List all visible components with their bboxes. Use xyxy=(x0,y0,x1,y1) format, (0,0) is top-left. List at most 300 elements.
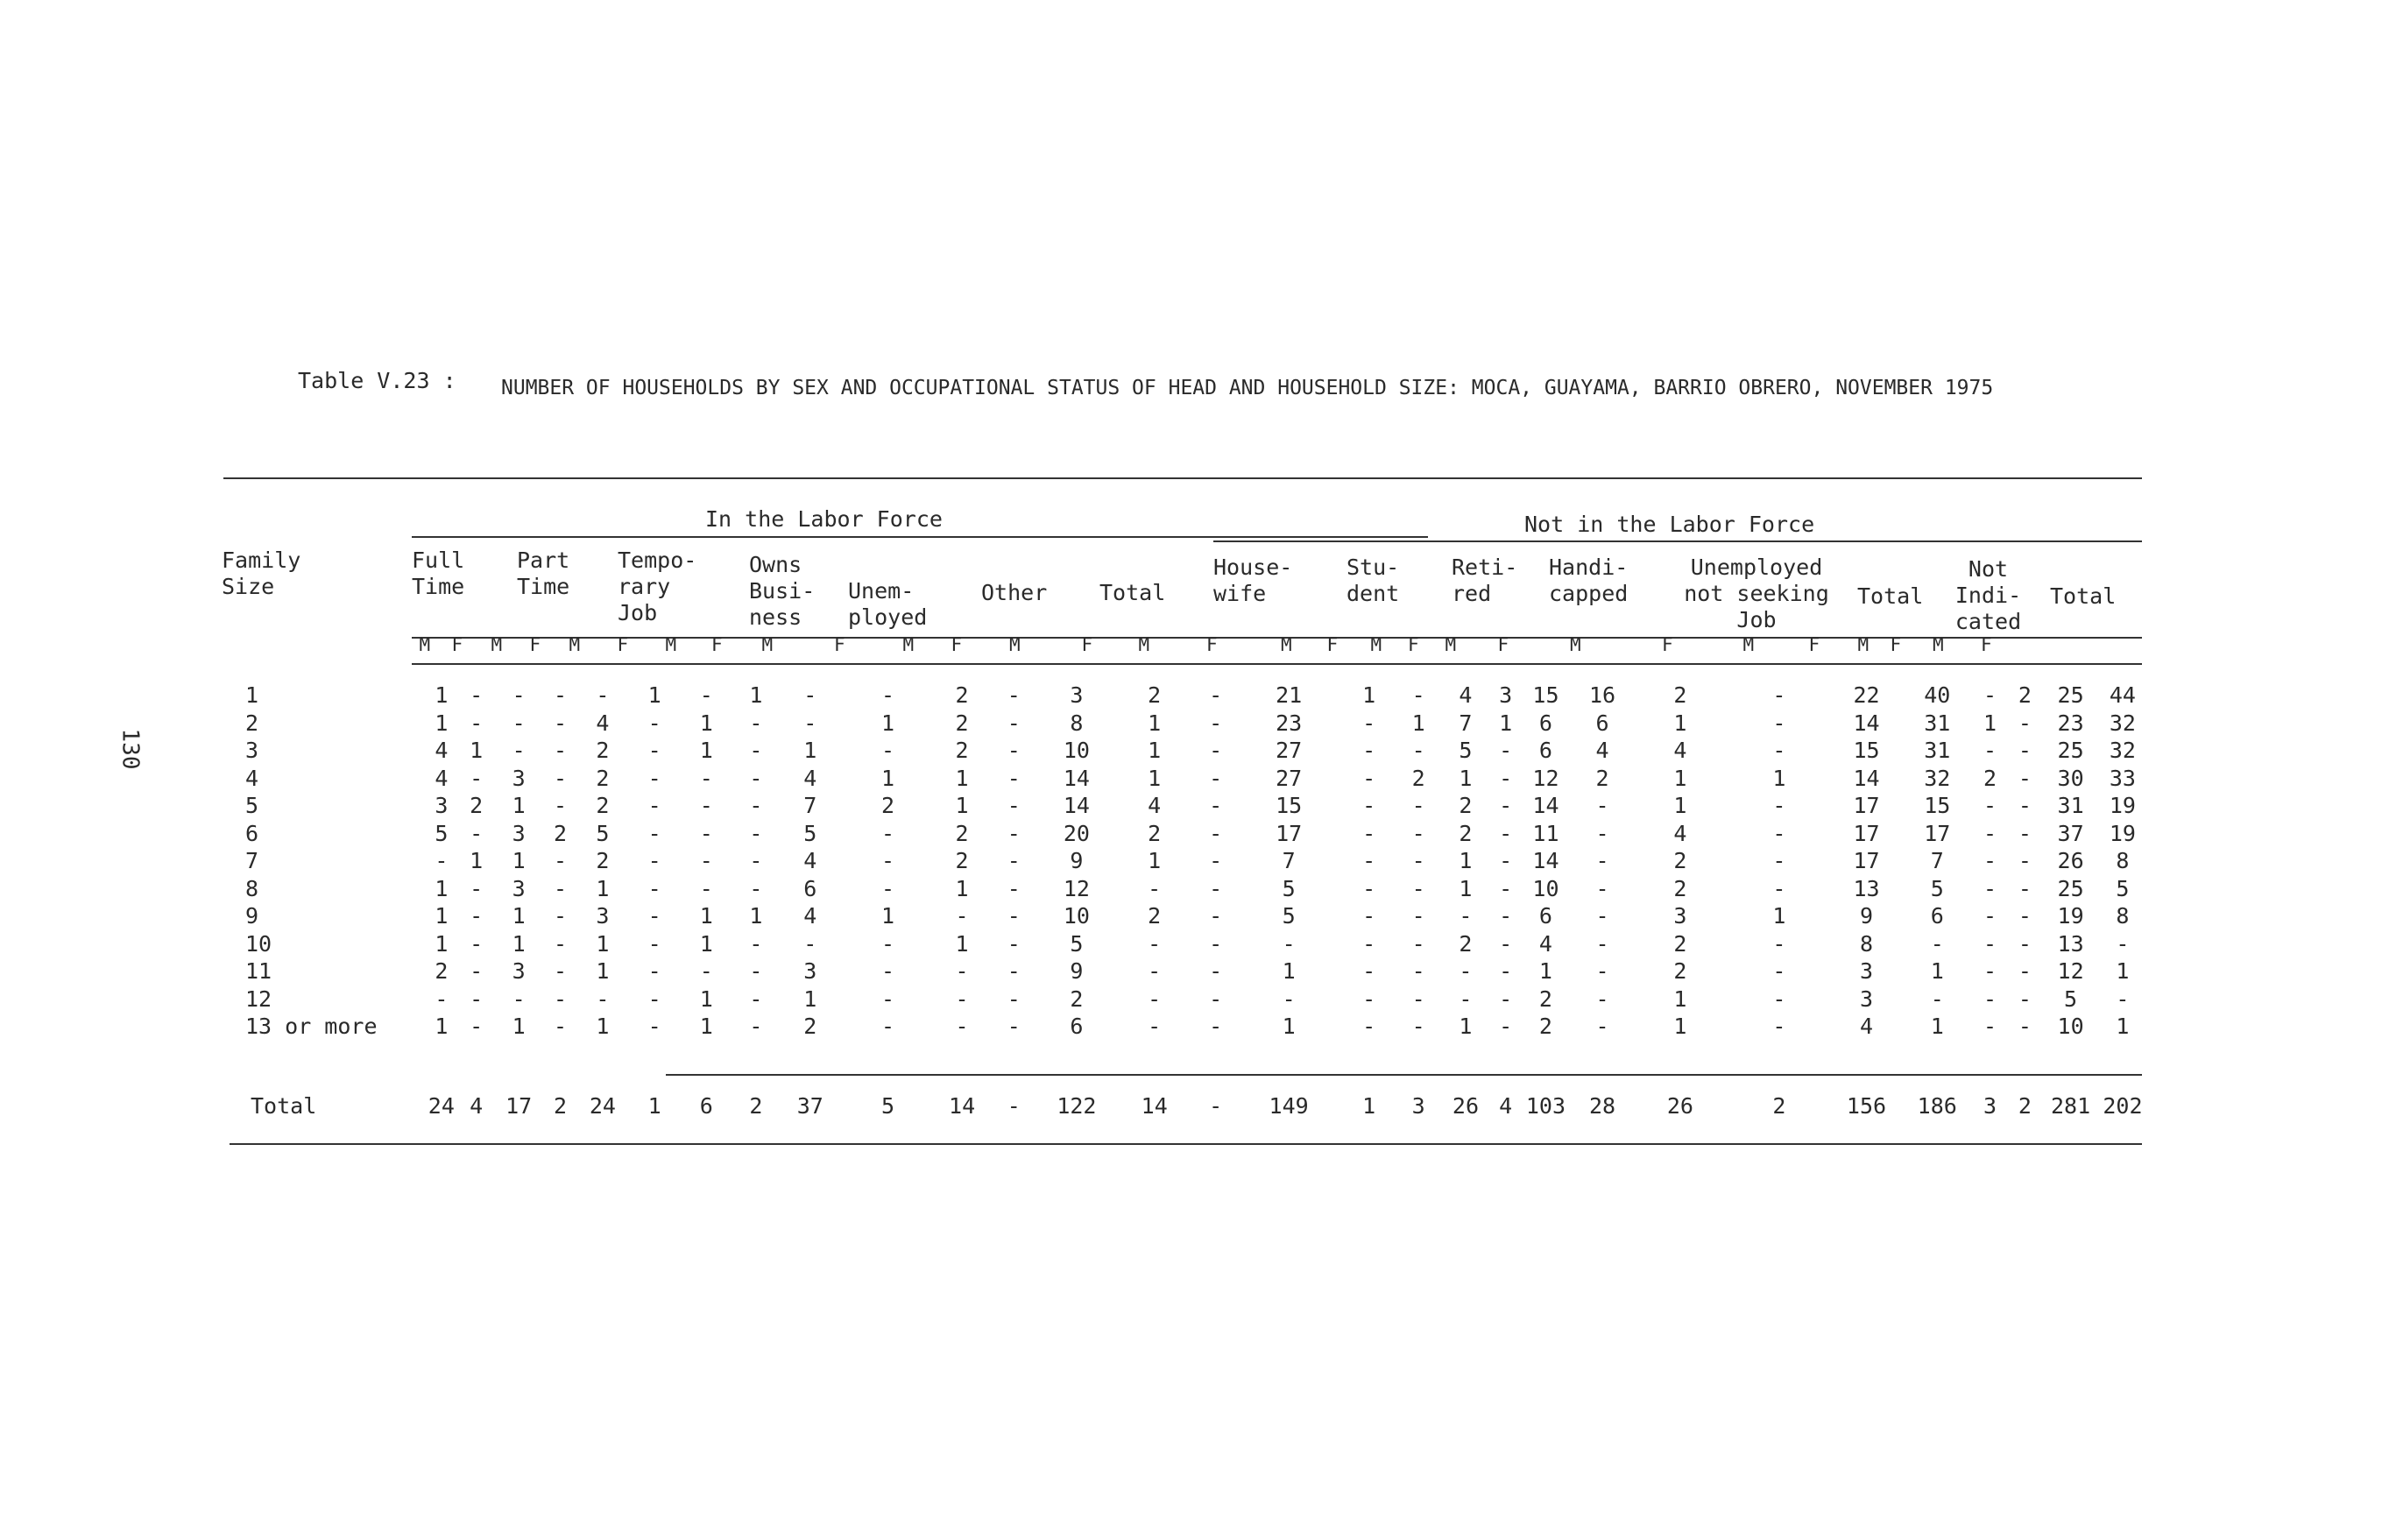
table-cell: 1 xyxy=(881,765,895,791)
table-cell: 32 xyxy=(1924,765,1951,791)
table-cell: 1 xyxy=(512,848,526,874)
table-cell: 1 xyxy=(699,1014,713,1040)
table-cell: - xyxy=(1930,985,1944,1012)
table-cell: - xyxy=(596,985,610,1012)
total-rule-top xyxy=(666,1074,2142,1076)
table-cell: 1 xyxy=(699,738,713,764)
total-label: Total xyxy=(251,1093,317,1119)
table-cell: - xyxy=(1362,765,1376,791)
table-cell: 2 xyxy=(1538,1014,1552,1040)
table-cell: 9 xyxy=(1070,848,1084,874)
table-cell: - xyxy=(2018,903,2032,929)
table-cell: 1 xyxy=(803,985,817,1012)
table-cell: 4 xyxy=(596,710,610,736)
table-cell: - xyxy=(1362,985,1376,1012)
table-cell: - xyxy=(955,903,969,929)
table-cell: - xyxy=(647,793,661,819)
table-cell: - xyxy=(1007,875,1021,901)
table-cell: - xyxy=(1209,710,1223,736)
table-cell: - xyxy=(647,820,661,846)
total-cell: 3 xyxy=(1983,1093,1997,1119)
table-cell: 2 xyxy=(553,820,568,846)
table-cell: 1 xyxy=(2116,958,2130,985)
table-cell: 4 xyxy=(803,903,817,929)
table-cell: 1 xyxy=(512,793,526,819)
table-cell: 31 xyxy=(1924,738,1951,764)
group-rule-in xyxy=(412,536,1428,538)
table-cell: 1 xyxy=(1673,985,1687,1012)
total-cell: 2 xyxy=(2018,1093,2032,1119)
table-cell: 16 xyxy=(1589,682,1616,709)
table-cell: 1 xyxy=(955,875,969,901)
table-cell: 1 xyxy=(435,1014,449,1040)
table-cell: - xyxy=(1411,848,1425,874)
table-cell: 10 xyxy=(2057,1014,2084,1040)
table-cell: 25 xyxy=(2057,738,2084,764)
table-cell: - xyxy=(881,738,895,764)
table-cell: - xyxy=(1499,930,1513,957)
table-cell: 5 xyxy=(1070,930,1084,957)
table-cell: 1 xyxy=(596,1014,610,1040)
table-cell: 4 xyxy=(1673,738,1687,764)
table-cell: 31 xyxy=(1924,710,1951,736)
table-cell: - xyxy=(699,820,713,846)
table-cell: - xyxy=(881,682,895,709)
table-cell: 19 xyxy=(2109,793,2136,819)
total-cell: 2 xyxy=(749,1093,763,1119)
header-owns-business: Owns Busi- ness xyxy=(749,552,816,630)
table-cell: 2 xyxy=(1411,765,1425,791)
table-cell: 2 xyxy=(1595,765,1609,791)
table-cell: - xyxy=(2018,985,2032,1012)
header-retired: Reti- red xyxy=(1452,555,1518,606)
table-cell: 4 xyxy=(435,738,449,764)
sex-label: M xyxy=(1857,634,1870,655)
table-cell: 2 xyxy=(596,793,610,819)
total-cell: 2 xyxy=(553,1093,568,1119)
family-size-label: 11 xyxy=(245,958,272,985)
table-cell: 2 xyxy=(1459,820,1473,846)
table-cell: - xyxy=(1362,738,1376,764)
table-cell: - xyxy=(1209,820,1223,846)
table-cell: - xyxy=(1148,930,1162,957)
table-cell: 5 xyxy=(803,820,817,846)
table-cell: 15 xyxy=(1924,793,1951,819)
table-cell: - xyxy=(647,765,661,791)
table-cell: 1 xyxy=(955,765,969,791)
table-cell: - xyxy=(512,738,526,764)
group-header-in-labor-force: In the Labor Force xyxy=(705,506,943,532)
table-cell: - xyxy=(749,738,763,764)
table-cell: - xyxy=(1459,903,1473,929)
header-housewife: House- wife xyxy=(1213,555,1293,606)
table-cell: - xyxy=(553,985,568,1012)
table-row xyxy=(228,875,2146,903)
table-cell: 1 xyxy=(699,985,713,1012)
table-cell: - xyxy=(1209,985,1223,1012)
header-full-time: Full Time xyxy=(412,547,465,599)
header-not-in-total: Total xyxy=(1857,583,1924,609)
table-row xyxy=(228,957,2146,985)
total-cell: 26 xyxy=(1666,1093,1693,1119)
table-cell: - xyxy=(596,682,610,709)
sex-label: M xyxy=(1445,634,1457,655)
table-cell: - xyxy=(470,958,484,985)
sex-label: F xyxy=(1408,634,1419,655)
table-cell: - xyxy=(1772,930,1786,957)
table-cell: 4 xyxy=(1595,738,1609,764)
table-cell: - xyxy=(1772,820,1786,846)
table-cell: 10 xyxy=(1063,738,1090,764)
table-cell: - xyxy=(512,710,526,736)
table-cell: - xyxy=(2018,930,2032,957)
header-unemployed-not-seeking: Unemployed not seeking Job xyxy=(1684,555,1829,632)
table-cell: - xyxy=(1772,958,1786,985)
table-cell: 7 xyxy=(1459,710,1473,736)
table-cell: 1 xyxy=(435,903,449,929)
table-cell: - xyxy=(699,875,713,901)
table-cell: 5 xyxy=(1930,875,1944,901)
sex-label: M xyxy=(1281,634,1292,655)
table-cell: 2 xyxy=(596,738,610,764)
table-cell: 12 xyxy=(1532,765,1559,791)
table-cell: 1 xyxy=(470,848,484,874)
table-cell: 23 xyxy=(1276,710,1303,736)
table-cell: - xyxy=(2018,793,2032,819)
table-cell: 17 xyxy=(1853,848,1880,874)
table-cell: 1 xyxy=(1282,1014,1296,1040)
table-cell: - xyxy=(1148,875,1162,901)
header-grand-total: Total xyxy=(2050,583,2117,609)
table-cell: - xyxy=(1209,848,1223,874)
table-cell: 2 xyxy=(1148,903,1162,929)
table-cell: 3 xyxy=(1859,958,1874,985)
table-cell: - xyxy=(470,985,484,1012)
table-cell: - xyxy=(1007,903,1021,929)
header-other: Other xyxy=(981,580,1048,605)
table-cell: - xyxy=(1499,985,1513,1012)
total-cell: 5 xyxy=(881,1093,895,1119)
table-cell: - xyxy=(1209,793,1223,819)
sex-label: F xyxy=(529,634,541,655)
table-cell: 1 xyxy=(470,738,484,764)
total-cell: 14 xyxy=(949,1093,976,1119)
family-size-label: 4 xyxy=(245,765,259,791)
sex-label: M xyxy=(1570,634,1581,655)
table-cell: 3 xyxy=(803,958,817,985)
table-cell: 7 xyxy=(1282,848,1296,874)
table-cell: - xyxy=(1007,710,1021,736)
table-cell: 1 xyxy=(1673,710,1687,736)
top-rule xyxy=(223,477,2142,479)
table-cell: 5 xyxy=(1459,738,1473,764)
table-cell: 9 xyxy=(1859,903,1874,929)
sex-label: M xyxy=(569,634,581,655)
sex-label: M xyxy=(1742,634,1755,655)
table-cell: - xyxy=(803,682,817,709)
table-cell: 25 xyxy=(2057,875,2084,901)
table-cell: - xyxy=(749,958,763,985)
table-cell: 2 xyxy=(803,1014,817,1040)
table-cell: - xyxy=(1362,710,1376,736)
table-cell: - xyxy=(1499,793,1513,819)
table-cell: 1 xyxy=(955,793,969,819)
family-size-label: 9 xyxy=(245,903,259,929)
table-cell: 1 xyxy=(699,930,713,957)
bottom-rule xyxy=(230,1143,2142,1145)
table-cell: - xyxy=(1772,848,1786,874)
header-not-indicated: Not Indi- cated xyxy=(1954,556,2022,634)
sex-label: F xyxy=(1662,634,1673,655)
table-cell: - xyxy=(647,958,661,985)
family-size-label: 3 xyxy=(245,738,259,764)
sex-label: F xyxy=(1497,634,1509,655)
table-caption-title: NUMBER OF HOUSEHOLDS BY SEX AND OCCUPATIONAL STATUS OF HEAD AND HOUSEHOLD SIZE: MOCA, GUAYAMA, BARRIO OBRERO, NOVEMBER 1975 xyxy=(501,377,1994,399)
table-cell: - xyxy=(1595,820,1609,846)
table-cell: - xyxy=(1362,848,1376,874)
table-cell: 9 xyxy=(1070,958,1084,985)
table-cell: - xyxy=(553,765,568,791)
table-cell: - xyxy=(512,985,526,1012)
table-cell: - xyxy=(647,1014,661,1040)
family-size-label: 6 xyxy=(245,820,259,846)
family-size-label: 8 xyxy=(245,875,259,901)
table-cell: 1 xyxy=(435,930,449,957)
total-cell: 202 xyxy=(2103,1093,2143,1119)
table-cell: - xyxy=(1983,820,1997,846)
table-cell: 2 xyxy=(955,820,969,846)
total-cell: 28 xyxy=(1589,1093,1616,1119)
table-cell: - xyxy=(1411,682,1425,709)
table-cell: - xyxy=(1595,930,1609,957)
total-cell: 17 xyxy=(505,1093,533,1119)
sex-label: F xyxy=(1206,634,1218,655)
table-cell: - xyxy=(1007,765,1021,791)
sex-label: F xyxy=(711,634,723,655)
table-cell: 2 xyxy=(955,682,969,709)
subheader-rule-bottom xyxy=(412,663,2142,665)
sex-label: M xyxy=(1138,634,1150,655)
table-cell: - xyxy=(1209,875,1223,901)
table-cell: 4 xyxy=(1459,682,1473,709)
table-cell: - xyxy=(1499,765,1513,791)
table-cell: 1 xyxy=(749,682,763,709)
table-cell: 27 xyxy=(1276,738,1303,764)
header-part-time: Part Time xyxy=(517,547,570,599)
table-cell: - xyxy=(1411,793,1425,819)
table-cell: 31 xyxy=(2057,793,2084,819)
table-cell: 32 xyxy=(2109,710,2136,736)
total-cell: 103 xyxy=(1525,1093,1566,1119)
table-cell: 1 xyxy=(881,710,895,736)
table-cell: 14 xyxy=(1532,848,1559,874)
table-cell: 2 xyxy=(1673,682,1687,709)
table-cell: 14 xyxy=(1853,710,1880,736)
table-cell: 5 xyxy=(435,820,449,846)
table-cell: 1 xyxy=(596,930,610,957)
table-cell: - xyxy=(470,875,484,901)
table-cell: - xyxy=(2116,985,2130,1012)
table-cell: 1 xyxy=(1983,710,1997,736)
table-cell: 1 xyxy=(435,682,449,709)
table-cell: 3 xyxy=(596,903,610,929)
table-cell: - xyxy=(1930,930,1944,957)
table-cell: 1 xyxy=(803,738,817,764)
total-cell: 37 xyxy=(796,1093,823,1119)
table-cell: - xyxy=(1411,985,1425,1012)
total-cell: - xyxy=(1209,1093,1223,1119)
table-cell: 1 xyxy=(435,875,449,901)
table-cell: 1 xyxy=(1148,848,1162,874)
table-cell: - xyxy=(470,820,484,846)
table-cell: - xyxy=(1007,930,1021,957)
table-cell: 23 xyxy=(2057,710,2084,736)
table-cell: - xyxy=(1411,738,1425,764)
table-cell: - xyxy=(803,930,817,957)
table-cell: - xyxy=(1772,682,1786,709)
table-cell: - xyxy=(1007,820,1021,846)
table-cell: 1 xyxy=(2116,1014,2130,1040)
table-cell: 33 xyxy=(2109,765,2136,791)
table-cell: 17 xyxy=(1853,793,1880,819)
sex-label: F xyxy=(617,634,629,655)
table-cell: - xyxy=(2018,820,2032,846)
sex-label: F xyxy=(834,634,845,655)
table-cell: - xyxy=(470,1014,484,1040)
table-cell: - xyxy=(1983,848,1997,874)
table-cell: 19 xyxy=(2057,903,2084,929)
total-row xyxy=(228,1093,2146,1119)
table-cell: - xyxy=(749,793,763,819)
table-cell: 3 xyxy=(512,765,526,791)
table-cell: 1 xyxy=(1459,765,1473,791)
table-cell: 3 xyxy=(1859,985,1874,1012)
total-cell: 24 xyxy=(428,1093,455,1119)
table-cell: - xyxy=(553,1014,568,1040)
table-row xyxy=(228,792,2146,820)
table-cell: - xyxy=(1282,985,1296,1012)
table-cell: 2 xyxy=(1673,848,1687,874)
table-cell: - xyxy=(1209,958,1223,985)
table-caption-label: Table V.23 : xyxy=(298,368,456,393)
table-cell: 6 xyxy=(803,875,817,901)
table-cell: 4 xyxy=(435,765,449,791)
table-cell: - xyxy=(2116,930,2130,957)
table-cell: - xyxy=(1411,1014,1425,1040)
table-cell: 2 xyxy=(1148,682,1162,709)
table-cell: - xyxy=(1595,903,1609,929)
table-cell: - xyxy=(1499,1014,1513,1040)
table-cell: 1 xyxy=(1538,958,1552,985)
table-cell: 1 xyxy=(749,903,763,929)
total-cell: 122 xyxy=(1057,1093,1097,1119)
total-cell: 1 xyxy=(1362,1093,1376,1119)
table-cell: 14 xyxy=(1532,793,1559,819)
table-cell: - xyxy=(881,820,895,846)
table-cell: 2 xyxy=(596,765,610,791)
table-cell: 10 xyxy=(1063,903,1090,929)
table-cell: - xyxy=(955,1014,969,1040)
table-cell: 13 xyxy=(1853,875,1880,901)
total-cell: 186 xyxy=(1917,1093,1957,1119)
table-cell: - xyxy=(1499,738,1513,764)
table-cell: 2 xyxy=(470,793,484,819)
table-cell: - xyxy=(1282,930,1296,957)
table-cell: 20 xyxy=(1063,820,1090,846)
table-cell: 1 xyxy=(1148,738,1162,764)
table-cell: 2 xyxy=(1673,875,1687,901)
table-cell: 1 xyxy=(512,1014,526,1040)
table-cell: 27 xyxy=(1276,765,1303,791)
total-cell: - xyxy=(1007,1093,1021,1119)
table-cell: - xyxy=(435,985,449,1012)
table-cell: - xyxy=(1362,793,1376,819)
table-cell: - xyxy=(881,930,895,957)
table-cell: - xyxy=(553,738,568,764)
table-cell: 12 xyxy=(1063,875,1090,901)
table-cell: - xyxy=(1772,793,1786,819)
page-number: 130 xyxy=(117,728,144,770)
table-cell: 12 xyxy=(2057,958,2084,985)
table-cell: - xyxy=(1983,985,1997,1012)
table-cell: 2 xyxy=(955,738,969,764)
table-cell: - xyxy=(955,985,969,1012)
table-row xyxy=(228,1013,2146,1041)
total-cell: 24 xyxy=(589,1093,616,1119)
table-cell: 14 xyxy=(1853,765,1880,791)
table-cell: - xyxy=(2018,1014,2032,1040)
group-rule-not xyxy=(1213,540,2142,542)
table-cell: 1 xyxy=(1673,1014,1687,1040)
table-cell: - xyxy=(2018,958,2032,985)
table-cell: - xyxy=(699,765,713,791)
table-cell: - xyxy=(1209,738,1223,764)
table-cell: - xyxy=(647,738,661,764)
total-cell: 4 xyxy=(470,1093,484,1119)
table-row xyxy=(228,820,2146,848)
table-cell: 1 xyxy=(1673,793,1687,819)
table-cell: 13 xyxy=(2057,930,2084,957)
table-cell: - xyxy=(553,793,568,819)
table-cell: 17 xyxy=(1276,820,1303,846)
table-cell: - xyxy=(1148,1014,1162,1040)
table-cell: 2 xyxy=(955,848,969,874)
table-cell: - xyxy=(647,875,661,901)
table-cell: - xyxy=(1459,958,1473,985)
table-cell: 10 xyxy=(1532,875,1559,901)
table-cell: - xyxy=(1148,985,1162,1012)
table-row xyxy=(228,930,2146,958)
table-cell: - xyxy=(1983,682,1997,709)
table-cell: 4 xyxy=(803,848,817,874)
table-cell: 2 xyxy=(1070,985,1084,1012)
table-cell: - xyxy=(1595,985,1609,1012)
table-cell: 1 xyxy=(1930,958,1944,985)
table-cell: - xyxy=(2018,848,2032,874)
table-cell: - xyxy=(1499,820,1513,846)
family-size-label: 13 or more xyxy=(245,1014,378,1040)
table-cell: - xyxy=(1007,985,1021,1012)
table-cell: - xyxy=(2018,738,2032,764)
table-cell: - xyxy=(749,875,763,901)
table-cell: 6 xyxy=(1538,710,1552,736)
table-cell: - xyxy=(2018,875,2032,901)
sex-label: F xyxy=(1081,634,1093,655)
table-cell: - xyxy=(1595,793,1609,819)
table-cell: 1 xyxy=(1362,682,1376,709)
table-cell: 3 xyxy=(512,875,526,901)
table-cell: - xyxy=(1983,793,1997,819)
